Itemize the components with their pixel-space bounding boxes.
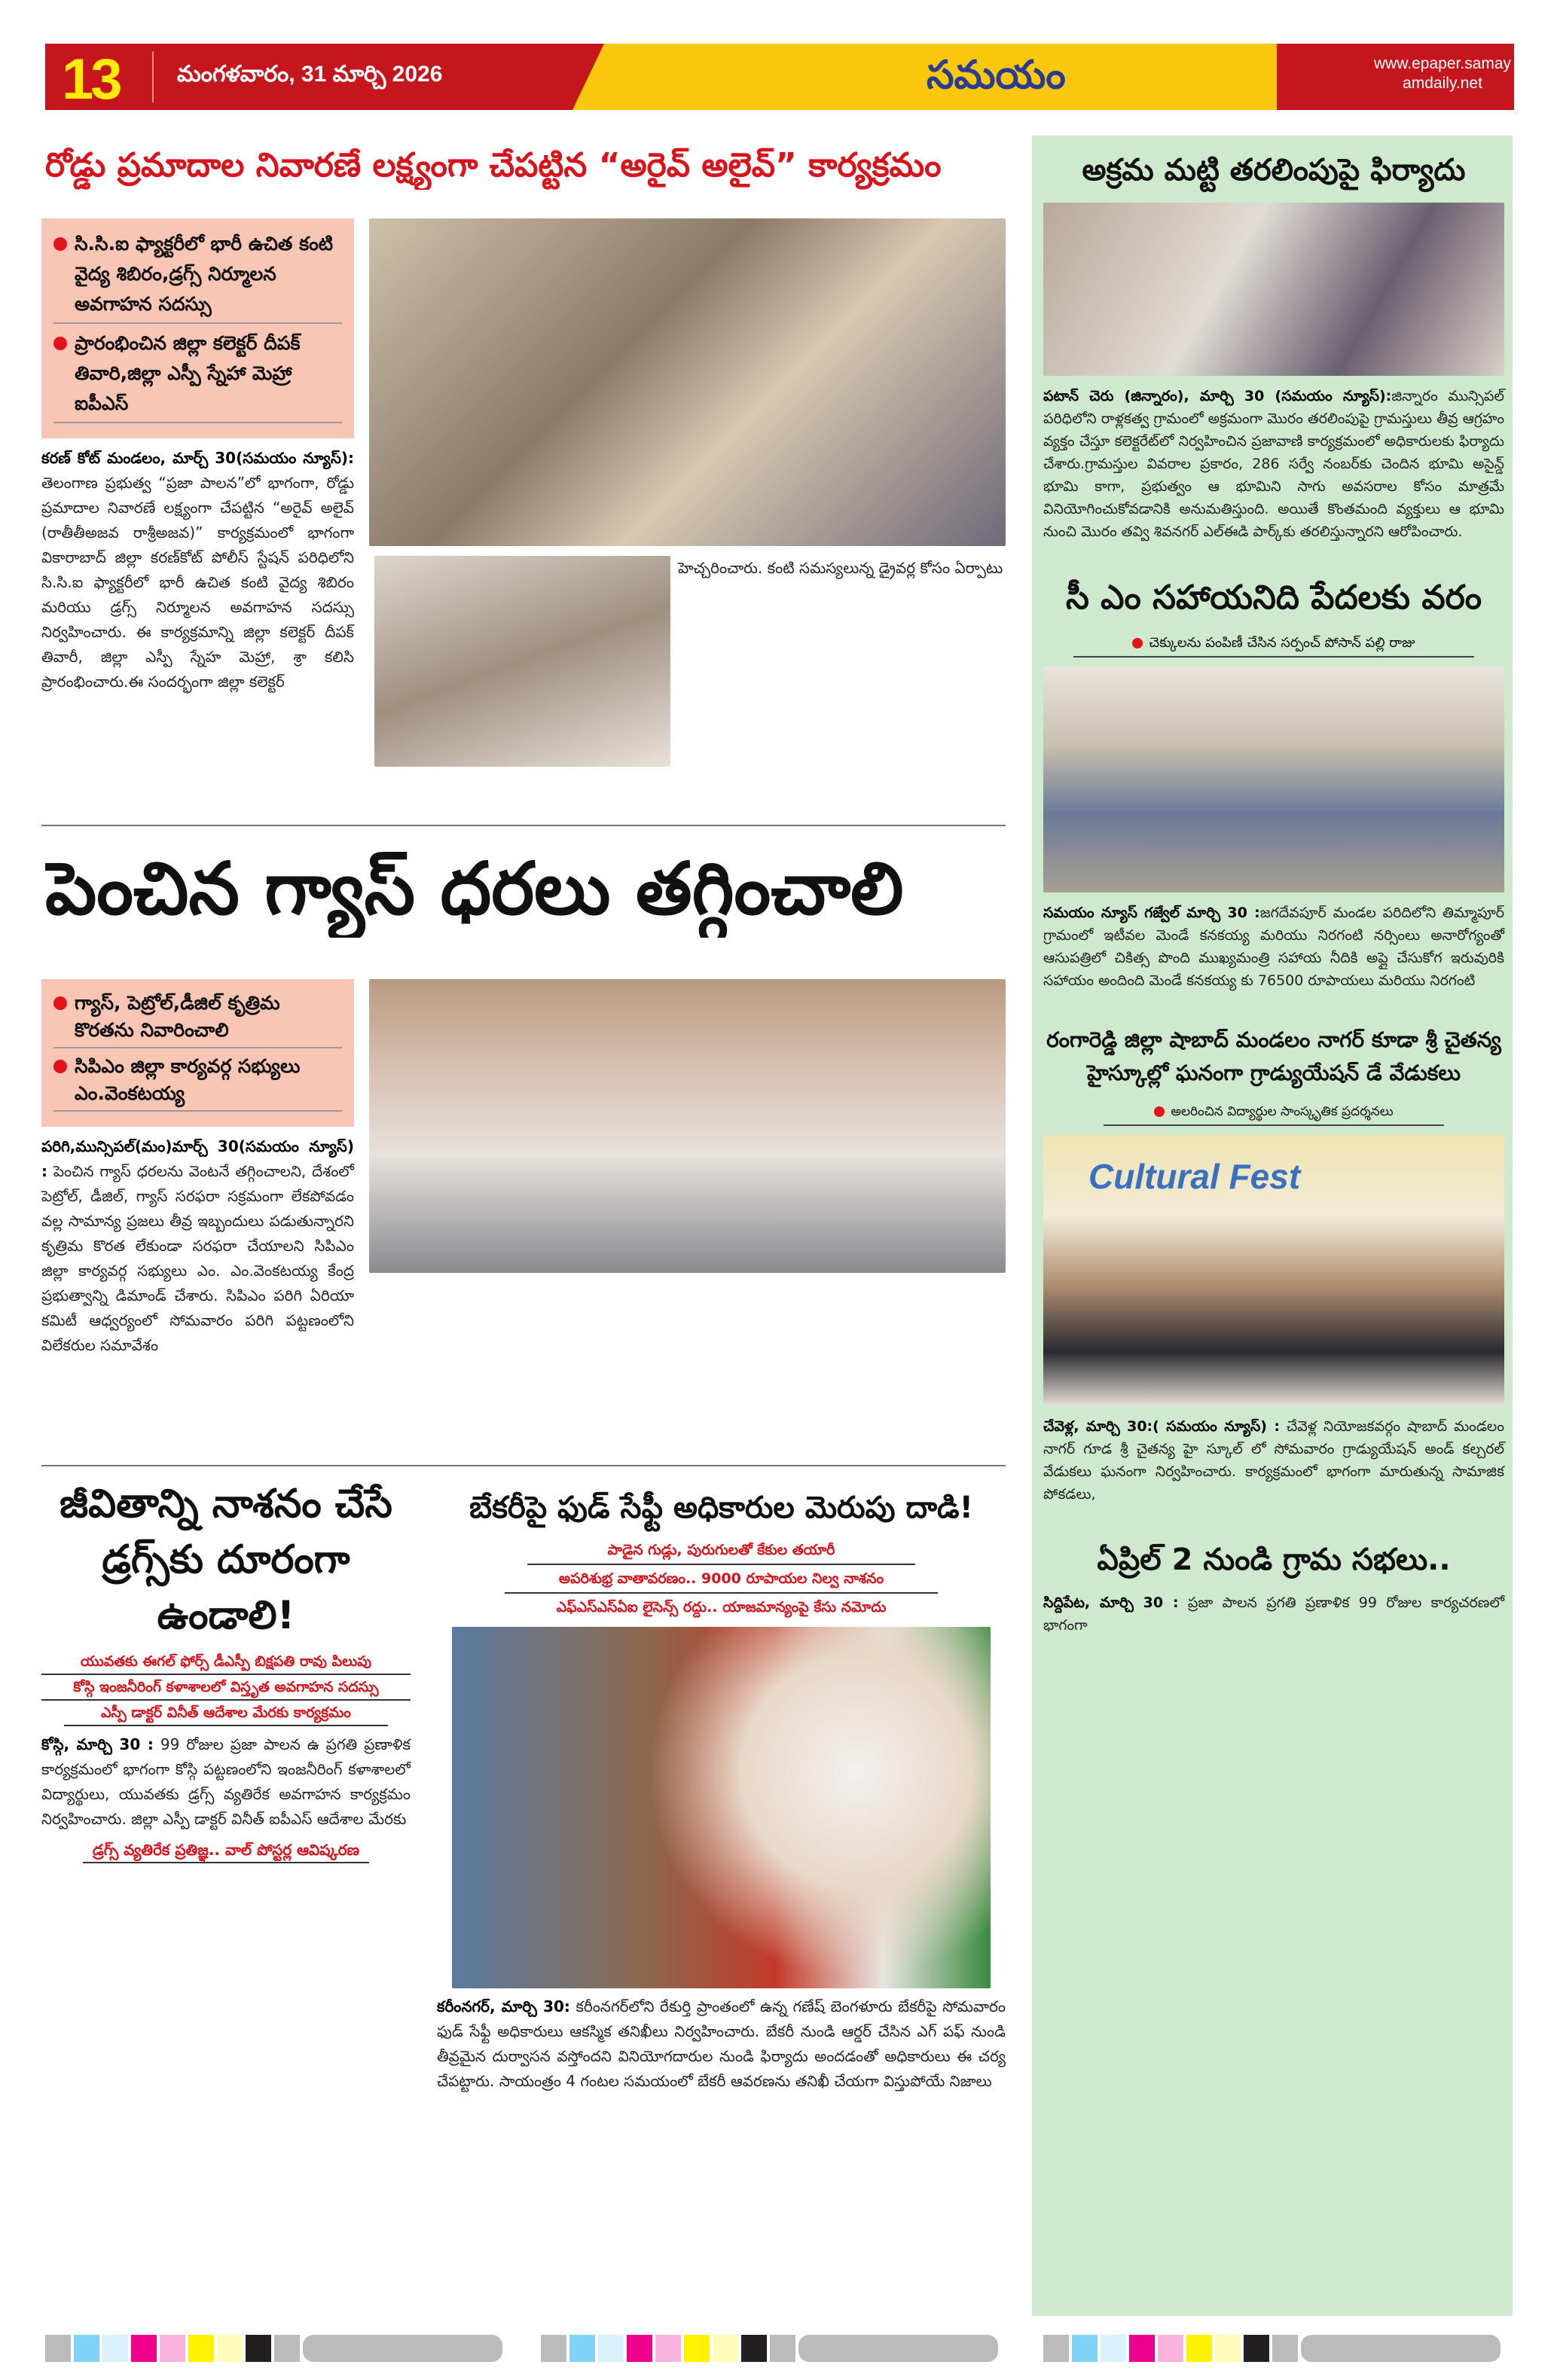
story1-left-column — [41, 218, 354, 694]
story3 — [41, 1476, 411, 1863]
page-number: 13 — [62, 47, 120, 110]
right-story4-headline: ఏప్రిల్ 2 నుండి గ్రామ సభలు.. — [1097, 1542, 1451, 1577]
divider — [41, 1465, 1006, 1466]
masthead-yellow-band — [572, 44, 1277, 110]
right-story1-photo — [1043, 203, 1504, 376]
color-registration-strip — [541, 2335, 998, 2362]
divider — [152, 51, 154, 102]
story4 — [437, 1485, 1006, 2094]
right-story1-body: పటాన్ చెరు (జిన్నారం), మార్చి 30 (సమయం న్యూస్):జిన్నారం మున్సిపల్ పరిధిలోని రాళ్లకత్వ గ్రామంలో అక్రమంగా మొరం తరలింపుపై గ్రామస్తులు తీవ్ర ఆగ్రహం వ్యక్తం చేస్తూ కలెక్టరేట్‌లో నిర్వహించిన ప్రజావాణి కార్యక్రమంలో అధికారులకు ఫిర్యాదు చేశారు.గ్రామస్తుల వివరాల ప్రకారం, 286 సర్వే నంబర్‌కు చెందిన భూమి అసైన్డ్ భూమి కాగా, ప్రభుత్వం ఆ భూమిని సాగు అవసరాల కోసం మాత్రమే వినియోగించుకోవడానికి అనుమతిస్తుంది. అయితే కొంతమంది వ్యక్తులు ఆ భూమి నుంచి మొరం తవ్వి శివనగర్ ఎల్ఈడి పార్క్‌కు తరలిస్తున్నారని ఆరోపించారు. — [1043, 388, 1504, 540]
highlight-item: సిపిఎం జిల్లా కార్యవర్గ సభ్యులు ఎం.వెంకటయ్య — [53, 1053, 342, 1112]
right-story3-headline: రంగారెడ్డి జిల్లా షాబాద్ మండలం నాగర్ కూడా శ్రీ చైతన్య హైస్కూల్లో ఘనంగా గ్రాడ్యుయేషన్ డే వేడుకలు — [1046, 1027, 1501, 1085]
bullet-icon — [53, 996, 67, 1010]
color-registration-strip — [1043, 2335, 1501, 2362]
story1-photo-main — [369, 218, 1006, 546]
story1-photo-secondary — [374, 556, 670, 767]
story1-body-continued: హెచ్చరించారు. కంటి సమస్యలున్న డ్రైవర్ల కోసం ఏర్పాటు — [678, 559, 1003, 577]
story4-photo-eggs — [452, 1627, 991, 1988]
bullet-icon — [53, 337, 67, 350]
story1-highlights — [41, 218, 354, 438]
story3-subheads — [41, 1649, 411, 1726]
story1-headline: రోడ్డు ప్రమాదాల నివారణే లక్ష్యంగా చేపట్టిన “అరైవ్ అలైవ్” కార్యక్రమం — [45, 146, 942, 185]
story2-left-column — [41, 979, 354, 1358]
story4-subheads — [437, 1536, 1006, 1621]
right-story2-headline: సీ ఎం సహాయనిది పేదలకు వరం — [1065, 578, 1482, 617]
right-story3-subhead: అలరించిన విద్యార్థుల సాంస్కృతిక ప్రదర్శనలు — [1104, 1099, 1444, 1126]
bullet-icon — [1132, 638, 1143, 648]
issue-date: మంగళవారం, 31 మార్చి 2026 — [177, 62, 443, 87]
highlight-item: సి.సి.ఐ ఫ్యాక్టరీలో భారీ ఉచిత కంటి వైద్య శిబిరం,డ్రగ్స్ నిర్మూలన అవగాహన సదస్సు — [53, 229, 342, 324]
story2-headline: పెంచిన గ్యాస్ ధరలు తగ్గించాలి — [45, 847, 904, 931]
story1-body: కరణ్ కోట్ మండలం, మార్చ్ 30(సమయం న్యూస్): తెలంగాణ ప్రభుత్వ “ప్రజా పాలన”లో భాగంగా, రోడ్డు ప్రమాదాల నివారణే లక్ష్యంగా చేపట్టిన “అరైవ్ అలైవ్ (రాతీతీఅజవ రాశ్రీఅజవ)” కార్యక్రమంలో భాగంగా వికారాబాద్ జిల్లా కరణ్‌కోట్ పోలీస్ స్టేషన్ పరిధిలోని సి.సి.ఐ ఫ్యాక్టరీలో భారీ ఉచిత కంటి వైద్య శిబిరం మరియు డ్రగ్స్ నిర్మూలన అవగాహన సదస్సు నిర్వహించారు. ఈ కార్యక్రమాన్ని జిల్లా కలెక్టర్ దీపక్ తివారీ, జిల్లా ఎస్పీ స్నేహ మెహ్రా, శ్రా కలిసి ప్రారంభించారు.ఈ సందర్భంగా జిల్లా కలెక్టర్ — [41, 449, 354, 691]
epaper-url[interactable]: www.epaper.samayamdaily.net — [1373, 55, 1512, 92]
divider — [41, 825, 1006, 826]
story3-headline: జీవితాన్ని నాశనం చేసే డ్రగ్స్‌కు దూరంగా ఉండాలి! — [60, 1481, 392, 1638]
story2-photo — [369, 979, 1006, 1273]
right-story3-body: చేవెళ్ల, మార్చి 30:( సమయం న్యూస్) : చేవెళ్ల నియోజకవర్గం షాబాద్ మండలం నాగర్ గూడ శ్రీ చైతన్య హై స్కూల్ లో సోమవారం గ్రాడ్యుయేషన్ అండ్ కల్చరల్ వేడుకలు ఘనంగా నిర్వహించారు. కార్యక్రమంలో భాగంగా మారుతున్న సామాజిక పోకడలు, — [1043, 1418, 1504, 1503]
story2-body: పరిగి,మున్సిపల్(మం)మార్చ్ 30(సమయం న్యూస్) : పెంచిన గ్యాస్ ధరలను వెంటనే తగ్గించాలని, దేశంలో పెట్రోల్, డీజిల్, గ్యాస్ సరఫరా సక్రమంగా లేకపోవడం వల్ల సామాన్య ప్రజలు తీవ్ర ఇబ్బందులు పడుతున్నారని కృత్రిమ కొరత లేకుండా సరఫరా చేయాలని సిపిఎం జిల్లా కార్యవర్గ సభ్యులు ఎం. ఎం.వెంకటయ్య కేంద్ర ప్రభుత్వాన్ని డిమాండ్ చేశారు. సిపిఎం పరిగి ఏరియా కమిటీ ఆధ్వర్యంలో సోమవారం పరిగి పట్టణంలోని విలేకరుల సమావేశం — [41, 1137, 354, 1354]
bullet-icon — [53, 1060, 67, 1073]
subhead: ఎఫ్ఎస్ఎస్ఏఐ లైసెన్స్ రద్దు.. యాజమాన్యంపై కేసు నమోదు — [556, 1599, 887, 1616]
story3-subhead2: డ్రగ్స్ వ్యతిరేక ప్రతిజ్ఞ.. వాల్ పోస్టర్ల ఆవిష్కరణ — [83, 1838, 369, 1863]
story3-body: కోస్గి, మార్చి 30 : 99 రోజుల ప్రజా పాలన ఉ ప్రగతి ప్రణాళిక కార్యక్రమంలో భాగంగా కోస్గి పట్టణంలోని ఇంజనీరింగ్ కళాశాలలో విద్యార్థులు, యువతకు డ్రగ్స్ వ్యతిరేక అవగాహన కార్యక్రమం నిర్వహించారు. జిల్లా ఎస్పీ డాక్టర్ వినీత్ ఐపీఎస్ ఆదేశాల మేరకు — [41, 1735, 411, 1828]
photo-banner-text: Cultural Fest — [1088, 1157, 1301, 1196]
right-story4-body: సిద్దిపేట, మార్చి 30 : ప్రజా పాలన ప్రగతి ప్రణాళిక 99 రోజుల కార్యచరణలో భాగంగా — [1043, 1594, 1504, 1634]
highlight-item: గ్యాస్, పెట్రోల్,డీజిల్ కృత్రిమ కొరతను నివారించాలి — [53, 990, 342, 1048]
subhead: ఎస్పీ డాక్టర్ వినీత్ ఆదేశాల మేరకు కార్యక్రమం — [64, 1701, 388, 1726]
subhead: యువతకు ఈగల్ ఫోర్స్ డీఎస్పీ బిక్షపతి రావు పిలుపు — [41, 1649, 411, 1675]
right-story3-photo — [1043, 1135, 1504, 1406]
story4-body: కరీంనగర్, మార్చి 30: కరీంనగర్‌లోని రేకుర్తి ప్రాంతంలో ఉన్న గణేష్ బెంగళూరు బేకరీపై సోమవారం ఫుడ్ సేఫ్టీ అధికారులు ఆకస్మిక తనిఖీలు నిర్వహించారు. బేకరీ నుండి ఆర్డర్ చేసిన ఎగ్ పఫ్ నుండి తీవ్రమైన దుర్వాసన వస్తోందని వినియోగదారుల నుండి ఫిర్యాదు అందడంతో అధికారులు ఈ చర్య చేపట్టారు. సాయంత్రం 4 గంటల సమయంలో బేకరీ ఆవరణను తనిఖీ చేయగా విస్తుపోయే నిజాలు — [437, 1997, 1006, 2090]
story4-headline: బేకరీపై ఫుడ్ సేఫ్టీ అధికారుల మెరుపు దాడి! — [469, 1491, 973, 1525]
story2-highlights — [41, 979, 354, 1127]
subhead: పాడైన గుడ్లు, పురుగులతో కేకుల తయారీ — [527, 1536, 915, 1565]
color-registration-strip — [45, 2335, 502, 2362]
right-story2-photo — [1043, 667, 1504, 892]
masthead — [45, 44, 1514, 110]
subhead: కోస్గి ఇంజనీరింగ్ కళాశాలలో విస్తృత అవగాహన సదస్సు — [41, 1675, 411, 1701]
bullet-icon — [1154, 1106, 1165, 1117]
subhead: అపరిశుభ్ర వాతావరణం.. 9000 రూపాయల నిల్వ నాశనం — [505, 1565, 938, 1594]
right-story2-subhead: చెక్కులను పంపిణీ చేసిన సర్పంచ్ పోసాన్ పల్లి రాజు — [1073, 630, 1474, 658]
right-column-content — [1043, 147, 1504, 1637]
right-story2-body: సమయం న్యూస్ గజ్వేల్ మార్చి 30 :జగదేవపూర్ మండల పరిదిలోని తిమ్మాపూర్ గ్రామంలో ఇటీవల మెండే కనకయ్య మరియు నిరగంటి నర్సింలు అనారోగ్యంతో ఆసుపత్రిలో చికిత్స పొంది ముఖ్యమంత్రి సహాయ నీదికి అప్లై చేసుకోగ ఇరువురికి సహాయం అందింది మెండే కనకయ్య కు 76500 రూపాయలు మరియు నిరగంటి — [1043, 905, 1504, 989]
bullet-icon — [53, 237, 67, 251]
right-story1-headline: అక్రమ మట్టి తరలింపుపై ఫిర్యాదు — [1082, 153, 1466, 188]
newspaper-logo: సమయం — [927, 53, 1066, 98]
highlight-item: ప్రారంభించిన జిల్లా కలెక్టర్ దీపక్ తివారి,జిల్లా ఎస్పీ స్నేహా మెహ్రా ఐపీఎస్ — [53, 328, 342, 423]
